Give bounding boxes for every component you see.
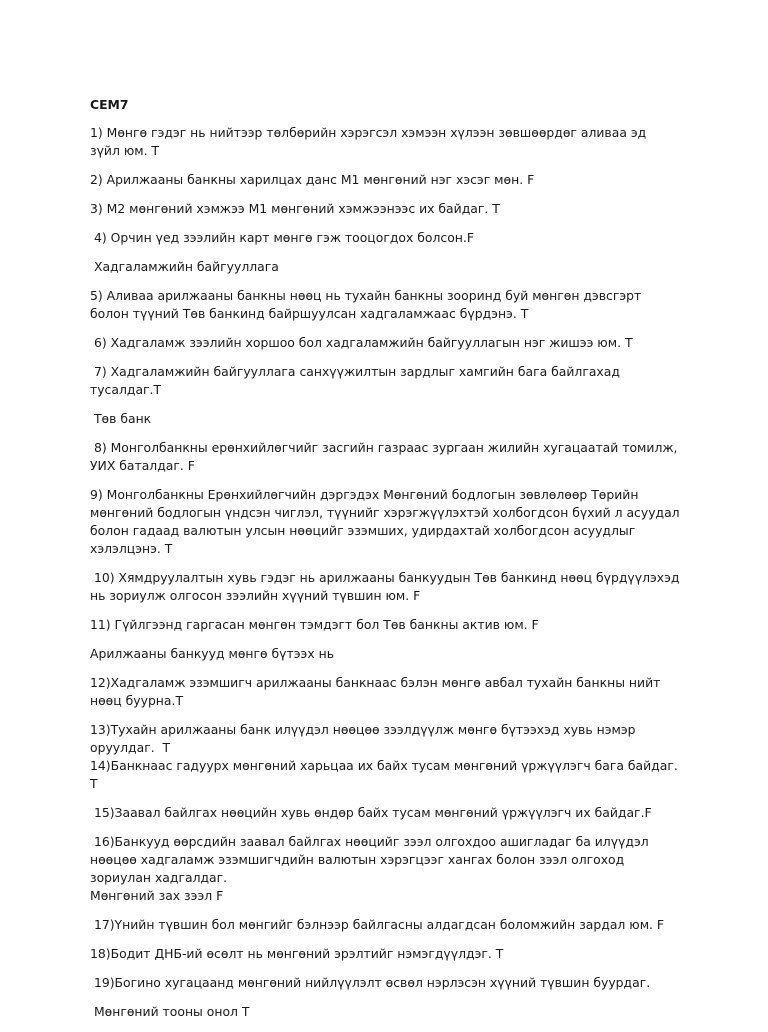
- paragraph-19: 19)Богино хугацаанд мөнгөний нийлүүлэлт өсвөл нэрлэсэн хүүний түвшин буурдаг.: [90, 975, 651, 990]
- paragraph-17: 17)Үнийн түвшин бол мөнгийг бэлнээр байлгасны алдагдсан боломжийн зардал юм. F: [90, 917, 665, 932]
- paragraph-8: 8) Монголбанкны ерөнхийлөгчийг засгийн газраас зургаан жилийн хугацаатай томилж, УИХ баталдаг. F: [90, 440, 682, 473]
- document-page: [90, 96, 684, 1032]
- paragraph-14: 14)Банкнаас гадуурх мөнгөний харьцаа их байх тусам мөнгөний үржүүлэгч бага байдаг. T: [90, 758, 682, 791]
- paragraph-1: 1) Мөнгө гэдэг нь нийтээр төлбөрийн хэрэгсэл хэмээн хүлээн зөвшөөрдөг аливаа эд зүйл юм. T: [90, 125, 651, 158]
- paragraph-4: 4) Орчин үед зээлийн карт мөнгө гэж тооцогдох болсон.F: [90, 230, 474, 245]
- paragraph-13: 13)Тухайн арилжааны банк илүүдэл нөөцөө зээлдүүлж мөнгө бүтээхэд хувь нэмэр оруулдаг. T: [90, 722, 640, 755]
- section-heading-money-market: Мөнгөний зах зээл F: [90, 888, 224, 903]
- paragraph-10: 10) Хямдруулалтын хувь гэдэг нь арилжааны банкуудын Төв банкинд нөөц бүрдүүлэхэд нь зориулж олгосон зээлийн хүүний түвшин юм. F: [90, 570, 684, 603]
- section-heading-central-bank: Төв банк: [90, 411, 152, 426]
- paragraph-16: 16)Банкууд өөрсдийн заавал байлгах нөөцийг зээл олгохдоо ашигладаг ба илүүдэл нөөцөө хадгаламж эзэмшигчдийн валютын хэрэгцээг хангах болон зээл олгоход зориулан хадгалдаг.: [90, 834, 653, 885]
- paragraph-11: 11) Гүйлгээнд гаргасан мөнгөн тэмдэгт бол Төв банкны актив юм. F: [90, 617, 539, 632]
- paragraph-3: 3) М2 мөнгөний хэмжээ М1 мөнгөний хэмжээнээс их байдаг. T: [90, 201, 500, 216]
- paragraph-2: 2) Арилжааны банкны харилцах данс М1 мөнгөний нэг хэсэг мөн. F: [90, 172, 535, 187]
- paragraph-7: 7) Хадгаламжийн байгууллага санхүүжилтын зардлыг хамгийн бага байлгахад тусалдаг.T: [90, 364, 624, 397]
- paragraph-9: 9) Монголбанкны Ерөнхийлөгчийн дэргэдэх Мөнгөний бодлогын зөвлөлөөр Төрийн мөнгөний бодлогын үндсэн чиглэл, түүнийг хэрэгжүүлэхтэй холбогдсон бүхий л асуудал болон гадаад валютын улсын нөөцийг эзэмших, удирдахтай холбогдсон асуудлыг хэлэлцэнэ. T: [90, 487, 684, 556]
- paragraph-18: 18)Бодит ДНБ-ий өсөлт нь мөнгөний эрэлтийг нэмэгдүүлдэг. T: [90, 946, 504, 961]
- paragraph-5: 5) Аливаа арилжааны банкны нөөц нь тухайн банкны зооринд буй мөнгөн дэвсгэрт болон түүний Төв банкинд байршуулсан хадгаламжаас бүрдэнэ. T: [90, 288, 646, 321]
- paragraph-15: 15)Заавал байлгах нөөцийн хувь өндөр байх тусам мөнгөний үржүүлэгч их байдаг.F: [90, 805, 652, 820]
- section-heading-money-creation: Арилжааны банкууд мөнгө бүтээх нь: [90, 646, 335, 661]
- paragraph-6: 6) Хадгаламж зээлийн хоршоо бол хадгаламжийн байгууллагын нэг жишээ юм. T: [90, 335, 633, 350]
- section-heading-quantity-theory: Мөнгөний тооны онол T: [90, 1004, 250, 1019]
- section-heading-savings: Хадгаламжийн байгууллага: [90, 259, 279, 274]
- paragraph-12: 12)Хадгаламж эзэмшигч арилжааны банкнаас бэлэн мөнгө авбал тухайн банкны нийт нөөц буурна.T: [90, 675, 665, 708]
- document-title: CEM7: [90, 97, 129, 112]
